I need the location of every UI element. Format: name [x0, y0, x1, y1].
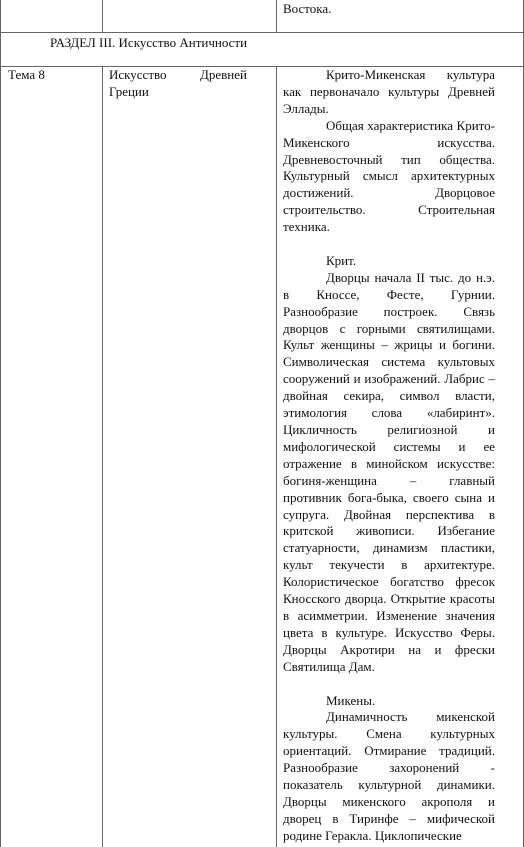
table-line-top-row-bottom	[0, 32, 524, 33]
heading-mycenae: Микены.	[326, 692, 376, 708]
blank-line	[283, 676, 495, 693]
table-line-col2	[276, 0, 277, 32]
table-line-col1	[102, 0, 103, 32]
topic-content	[283, 67, 495, 845]
table-line-col1	[102, 66, 103, 847]
table-line-left	[0, 0, 1, 847]
heading-crete: Крит.	[326, 252, 357, 268]
section-title: РАЗДЕЛ III. Искусство Античности	[50, 35, 248, 50]
paragraph-crete-mycenaean-intro: Крито-Микенская культура как первоначало культуры Древней Эллады.	[283, 67, 495, 116]
table-line-col2	[276, 66, 277, 847]
paragraph-general-characteristics: Общая характеристика Крито-Микенского искусства. Древневосточный тип общества. Культурный смысл архитектурных достижений. Дворцовое строительство. Строительная техника.	[283, 117, 495, 235]
paragraph-crete-palaces: Дворцы начала II тыс. до н.э. в Кноссе, Фесте, Гурнии. Разнообразие построек. Связь дворцов с горными святилищами. Культ женщины – жрицы и богини. Символическая система культовых сооружений и изображений. Лабрис – двойная секира, символ власти, этимология слова «лабиринт». Цикличность религиозной и мифологической системы и ее отражение в минойском искусстве: богиня-женщина – главный противник бога-быка, своего сына и супруга. Двойная перспектива в критской живописи. Избегание статуарности, динамизм пластики, культ текучести в архитектуре. Колористическое богатство фресок Кносского дворца. Открытие красоты в асимметрии. Изменение значения цвета в культуре. Искусство Феры. Дворцы Акротири на и фрески Святилища Дам.	[283, 269, 495, 674]
paragraph-mycenae-culture: Динамичность микенской культуры. Смена культурных ориентаций. Отмирание традиций. Разнообразие захоронений - показатель культурной динамики. Дворцы микенского акрополя и дворец в Тиринфе – мифической родине Геракла. Циклопические	[283, 709, 495, 843]
blank-line	[283, 236, 495, 253]
topic-name-text: Искусство Древней Греции	[109, 67, 247, 99]
topic-number: Тема 8	[8, 67, 45, 82]
topic-name	[109, 67, 247, 101]
top-row-col3-text: Востока.	[283, 1, 332, 16]
